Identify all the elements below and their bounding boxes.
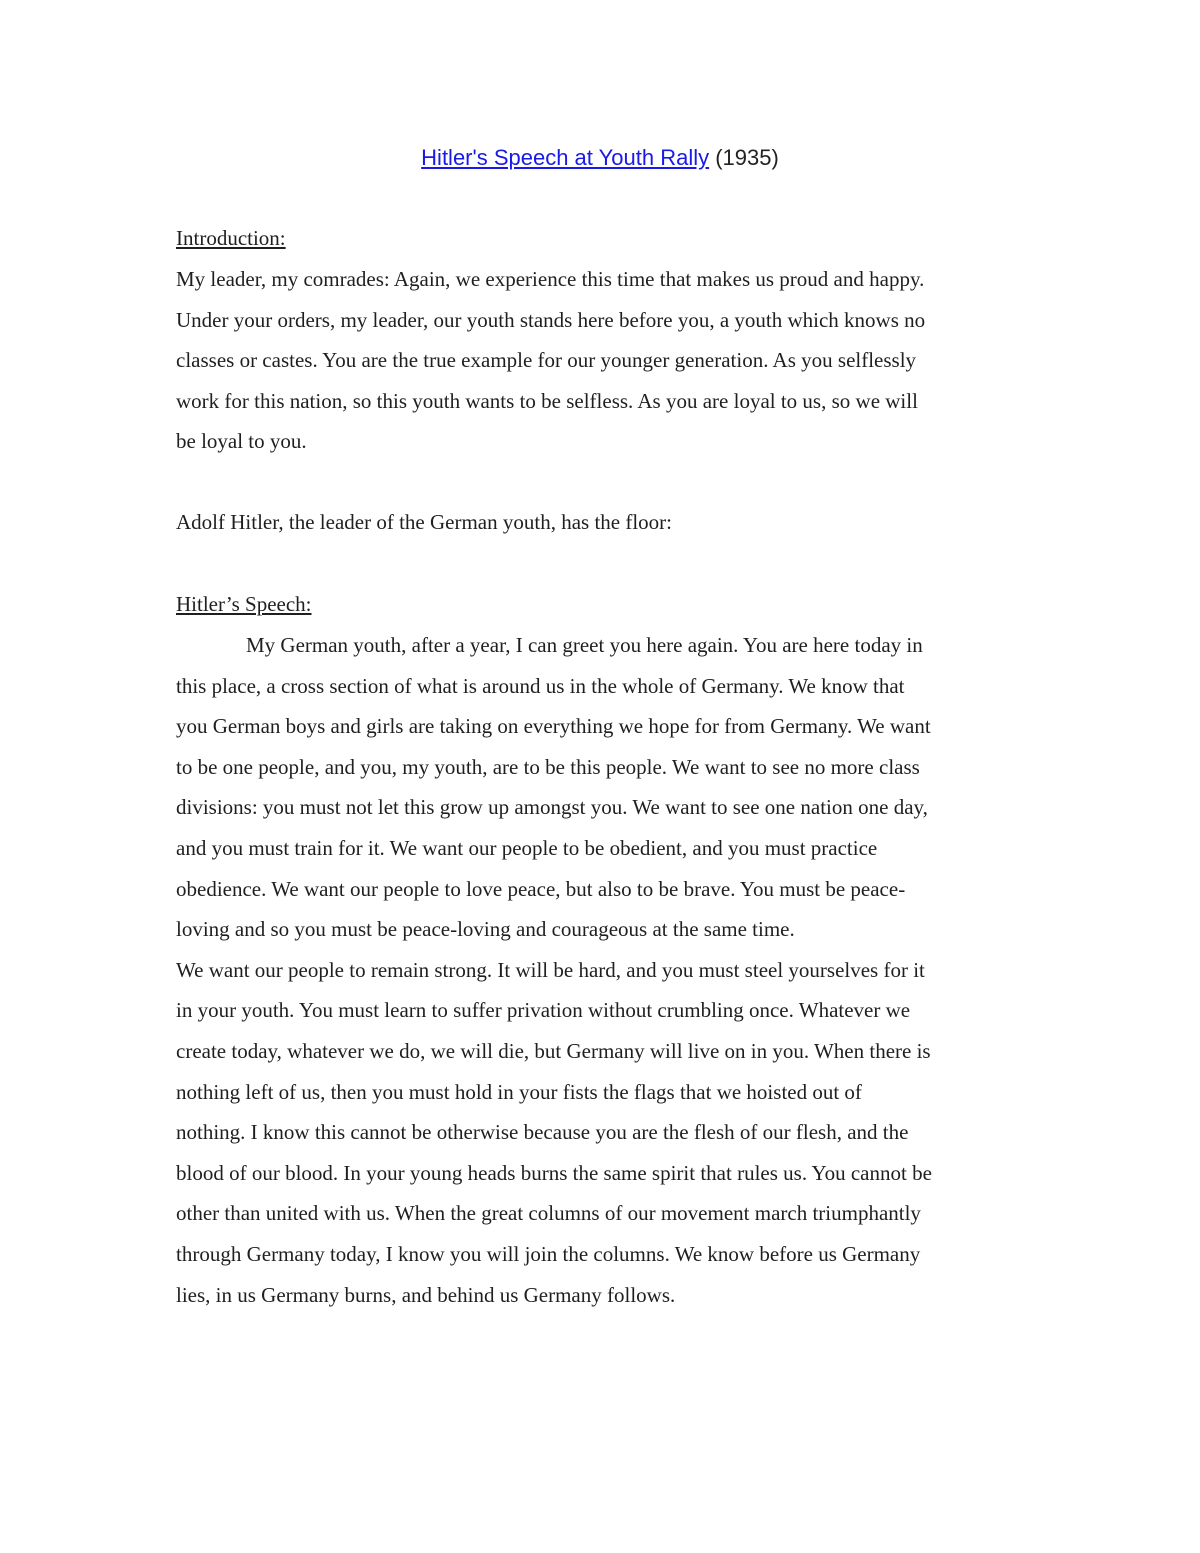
speech-line: blood of our blood. In your young heads burns the same spirit that rules us. You cannot be bbox=[176, 1160, 932, 1185]
speech-line: nothing left of us, then you must hold in your fists the flags that we hoisted out of bbox=[176, 1079, 862, 1104]
introduction-line: My leader, my comrades: Again, we experience this time that makes us proud and happy. bbox=[176, 267, 925, 291]
speech-line: My German youth, after a year, I can greet you here again. You are here today in bbox=[246, 633, 923, 657]
introduction-heading: Introduction: bbox=[176, 226, 286, 250]
speech-line: in your youth. You must learn to suffer privation without crumbling once. Whatever we bbox=[176, 998, 911, 1023]
speech-line: other than united with us. When the great columns of our movement march triumphantly bbox=[176, 1201, 921, 1226]
speech-body bbox=[176, 625, 1036, 1315]
introduction-line: work for this nation, so this youth wants to be selfless. As you are loyal to us, so we will bbox=[176, 388, 918, 413]
speech-line: and you must train for it. We want our people to be obedient, and you must practice bbox=[176, 835, 878, 860]
speech-line: loving and so you must be peace-loving and courageous at the same time. bbox=[176, 917, 795, 942]
title-link[interactable]: Hitler's Speech at Youth Rally bbox=[421, 145, 710, 170]
speech-line: this place, a cross section of what is around us in the whole of Germany. We know that bbox=[176, 673, 905, 698]
introduction-line: Under your orders, my leader, our youth stands here before you, a youth which knows no bbox=[176, 307, 926, 332]
introduction-paragraph bbox=[176, 259, 1036, 462]
speech-line: to be one people, and you, my youth, are to be this people. We want to see no more class bbox=[176, 754, 920, 779]
speech-line: create today, whatever we do, we will die, but Germany will live on in you. When there is bbox=[176, 1038, 931, 1063]
floor-announcement: Adolf Hitler, the leader of the German youth, has the floor: bbox=[176, 510, 673, 534]
speech-line: lies, in us Germany burns, and behind us Germany follows. bbox=[176, 1282, 676, 1307]
document-title bbox=[0, 144, 1200, 172]
speech-line: We want our people to remain strong. It will be hard, and you must steel yourselves for it bbox=[176, 957, 925, 982]
introduction-line: be loyal to you. bbox=[176, 429, 307, 454]
speech-line: nothing. I know this cannot be otherwise because you are the flesh of our flesh, and the bbox=[176, 1120, 909, 1145]
speech-line: divisions: you must not let this grow up amongst you. We want to see one nation one day, bbox=[176, 795, 928, 820]
speech-line: through Germany today, I know you will join the columns. We know before us Germany bbox=[176, 1241, 921, 1266]
introduction-line: classes or castes. You are the true example for our younger generation. As you selflessly bbox=[176, 348, 917, 373]
speech-line: you German boys and girls are taking on everything we hope for from Germany. We want bbox=[176, 714, 931, 739]
title-year: (1935) bbox=[709, 145, 779, 170]
speech-heading: Hitler’s Speech: bbox=[176, 592, 312, 616]
speech-line: obedience. We want our people to love peace, but also to be brave. You must be peace- bbox=[176, 876, 906, 901]
